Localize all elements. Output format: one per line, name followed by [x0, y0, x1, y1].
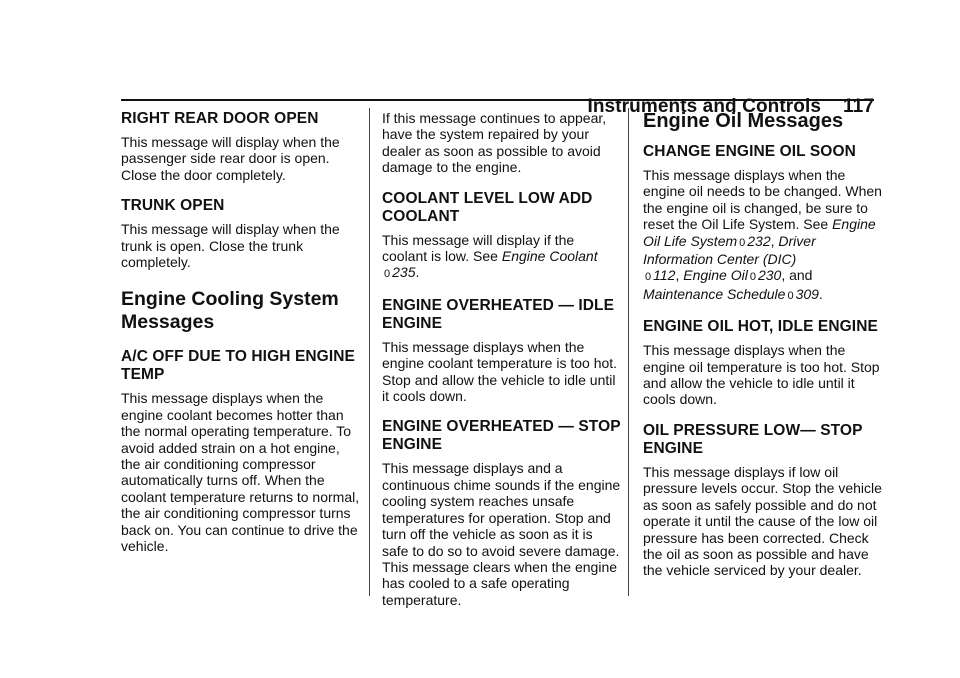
heading-trunk-open: TRUNK OPEN [121, 197, 225, 215]
paragraph-engine-oil-hot: This message displays when the engine oil temperature is too hot. Stop and allow the vehicle to idle until it cools down. [643, 342, 880, 408]
column-divider [628, 108, 629, 596]
page-ref-number[interactable]: 112 [653, 267, 676, 284]
heading-ac-off: A/C OFF DUE TO HIGH ENGINE TEMP [121, 348, 355, 384]
paragraph-engine-overheated-stop: This message displays and a continuous chime sounds if the engine cooling system reaches unsafe temperatures for operation. Stop and turn off the vehicle as soon as it is safe to do so to avoid severe damage. This message clears when the engine has cooled to a safe operating temperature. [382, 460, 621, 608]
page-ref-arrow-icon: 0 [749, 271, 756, 284]
paragraph-continue-appear: If this message continues to appear, have the system repaired by your dealer as soon as possible to avoid damage to the engine. [382, 110, 607, 176]
heading-engine-oil-hot: ENGINE OIL HOT, IDLE ENGINE [643, 318, 878, 336]
link-engine-oil[interactable]: Engine Oil [683, 267, 748, 284]
paragraph-coolant-level-low [382, 232, 622, 283]
column-divider [369, 108, 370, 596]
page-ref-number[interactable]: 230 [757, 267, 782, 284]
text-span: This message displays when the engine oil needs to be changed. When the engine oil is changed, be sure to reset the Oil Life System. See [643, 167, 882, 233]
paragraph-ac-off: This message displays when the engine coolant becomes hotter than the normal operating temperature. To avoid added strain on a hot engine, the air conditioning compressor automatically turns off. When the coolant temperature returns to normal, the air conditioning compressor turns back on. You can continue to drive the vehicle. [121, 390, 360, 555]
text-span: . [818, 285, 823, 302]
page-ref-number[interactable]: 235 [392, 264, 416, 281]
column-3 [643, 110, 883, 593]
heading-change-engine-oil-soon: CHANGE ENGINE OIL SOON [643, 143, 856, 160]
text-span: . [415, 264, 420, 281]
paragraph-trunk-open: This message will display when the trunk is open. Close the trunk completely. [121, 221, 340, 271]
page-ref-number[interactable]: 232 [747, 232, 771, 249]
section-title-engine-cooling: Engine Cooling System Messages [121, 288, 339, 334]
page-ref-arrow-icon: 0 [739, 236, 746, 249]
header-rule [121, 99, 874, 101]
page-ref-arrow-icon: 0 [787, 289, 794, 302]
page-ref-arrow-icon: 0 [645, 271, 652, 284]
page-number: 117 [843, 96, 874, 117]
column-2 [382, 110, 622, 622]
text-span: , [770, 232, 779, 249]
text-span: , and [781, 267, 813, 284]
link-maintenance-schedule[interactable]: Maintenance Schedule [643, 285, 786, 302]
paragraph-change-engine-oil-soon [643, 167, 883, 304]
link-engine-coolant[interactable]: Engine Coolant [501, 248, 598, 265]
heading-right-rear-door-open: RIGHT REAR DOOR OPEN [121, 110, 319, 127]
heading-engine-overheated-stop: ENGINE OVERHEATED — STOP ENGINE [382, 418, 621, 454]
paragraph-oil-pressure-low: This message displays if low oil pressure levels occur. Stop the vehicle as soon as safely possible and do not operate it until the cause of the low oil pressure has been corrected. Check the oil as soon as possible and have the vehicle serviced by your dealer. [643, 463, 882, 579]
heading-engine-overheated-idle: ENGINE OVERHEATED — IDLE ENGINE [382, 296, 615, 332]
heading-oil-pressure-low: OIL PRESSURE LOW— STOP ENGINE [643, 421, 863, 457]
link-driver-information-center[interactable]: Driver Information Center (DIC) [643, 232, 816, 268]
page-ref-arrow-icon: 0 [384, 268, 391, 281]
text-span: This message will display if the coolant is low. See [382, 231, 575, 265]
column-1 [121, 110, 361, 569]
section-title-engine-oil: Engine Oil Messages [643, 110, 844, 132]
paragraph-engine-overheated-idle: This message displays when the engine coolant temperature is too hot. Stop and allow the vehicle to idle until it cools down. [382, 338, 618, 405]
header-title: Instruments and Controls [587, 96, 822, 117]
heading-coolant-level-low: COOLANT LEVEL LOW ADD COOLANT [382, 189, 593, 225]
page-ref-number[interactable]: 309 [795, 285, 819, 302]
paragraph-right-rear-door-open: This message will display when the passenger side rear door is open. Close the door completely. [121, 134, 340, 183]
text-span: , [675, 267, 684, 284]
link-engine-oil-life-system[interactable]: Engine Oil Life System [643, 216, 876, 249]
